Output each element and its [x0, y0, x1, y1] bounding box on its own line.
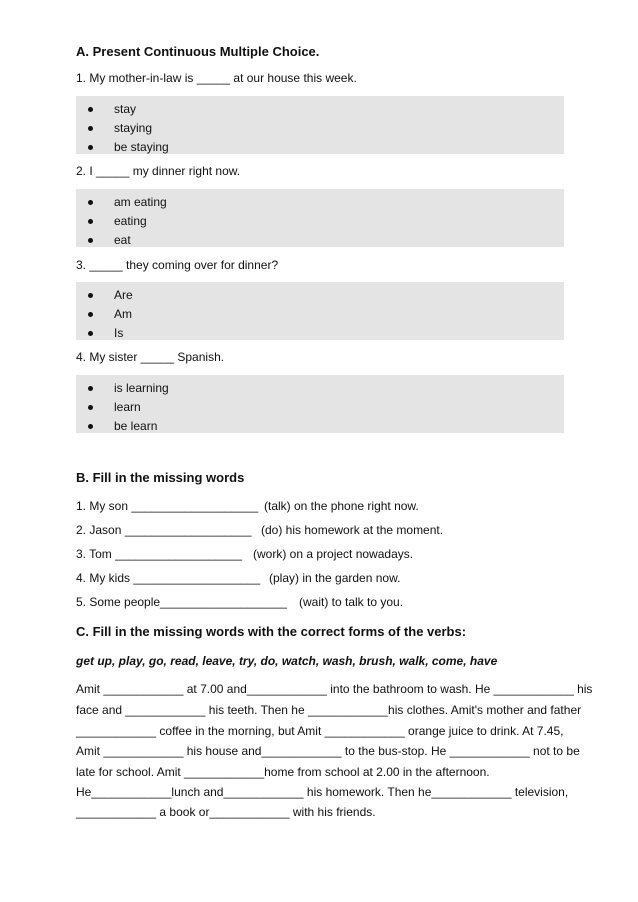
bullet-icon	[88, 424, 93, 429]
question-3: 3. _____ they coming over for dinner?	[76, 258, 279, 272]
question-4: 4. My sister _____ Spanish.	[76, 350, 225, 364]
bullet-icon	[88, 293, 93, 298]
paragraph-line-7: ____________ a book or____________ with his friends.	[76, 805, 376, 819]
options-box-4: is learning learn be learn	[76, 375, 564, 433]
options-box-2: am eating eating eat	[76, 189, 564, 247]
bullet-icon	[88, 219, 93, 224]
options-box-3: Are Am Is	[76, 282, 564, 340]
paragraph-line-3: ____________ coffee in the morning, but Amit ____________ orange juice to drink. At 7.45,	[76, 724, 564, 738]
fill-item-2: 2. Jason ___________________ (do) his homework at the moment.	[76, 523, 444, 537]
bullet-icon	[88, 331, 93, 336]
paragraph-line-6: He____________lunch and____________ his homework. Then he____________ television,	[76, 785, 569, 799]
bullet-icon	[88, 200, 93, 205]
bullet-icon	[88, 145, 93, 150]
bullet-icon	[88, 107, 93, 112]
fill-item-5: 5. Some people___________________ (wait) to talk to you.	[76, 595, 404, 609]
verb-list: get up, play, go, read, leave, try, do, watch, wash, brush, walk, come, have	[76, 654, 498, 668]
paragraph-line-2: face and ____________ his teeth. Then he ____________his clothes. Amit's mother and father	[76, 703, 582, 717]
section-a-title: A. Present Continuous Multiple Choice.	[76, 44, 320, 59]
section-c-title: C. Fill in the missing words with the correct forms of the verbs:	[76, 624, 467, 639]
section-b-title: B. Fill in the missing words	[76, 470, 245, 485]
bullet-icon	[88, 126, 93, 131]
question-1: 1. My mother-in-law is _____ at our house this week.	[76, 71, 357, 85]
bullet-icon	[88, 386, 93, 391]
question-2: 2. I _____ my dinner right now.	[76, 164, 241, 178]
paragraph-line-5: late for school. Amit ____________home from school at 2.00 in the afternoon.	[76, 765, 490, 779]
bullet-icon	[88, 405, 93, 410]
fill-item-3: 3. Tom ___________________ (work) on a project nowadays.	[76, 547, 414, 561]
fill-item-1: 1. My son ___________________ (talk) on the phone right now.	[76, 499, 419, 513]
paragraph-line-1: Amit ____________ at 7.00 and____________ into the bathroom to wash. He ____________ his	[76, 682, 593, 696]
paragraph-line-4: Amit ____________ his house and____________ to the bus-stop. He ____________ not to be	[76, 744, 580, 758]
bullet-icon	[88, 312, 93, 317]
fill-item-4: 4. My kids ___________________ (play) in the garden now.	[76, 571, 401, 585]
bullet-icon	[88, 238, 93, 243]
options-box-1: stay staying be staying	[76, 96, 564, 154]
